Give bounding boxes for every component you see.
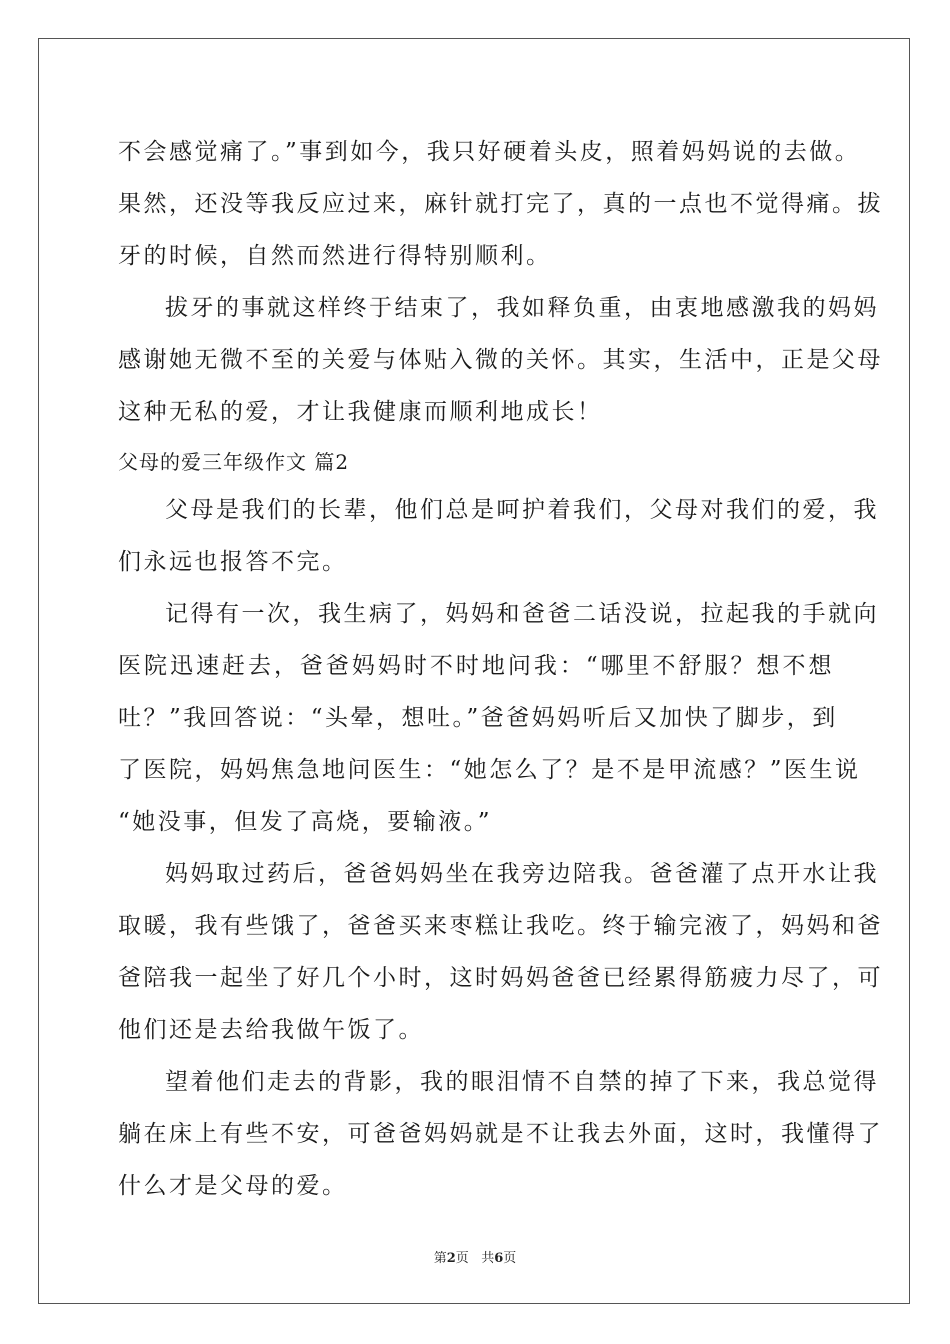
paragraph-line: 不会感觉痛了。”事到如今，我只好硬着头皮，照着妈妈说的去做。 [118, 139, 861, 165]
paragraph-line: 果然，还没等我反应过来，麻针就打完了，真的一点也不觉得痛。拔 [118, 191, 883, 217]
current-page-number: 2 [446, 1251, 456, 1266]
page-number-prefix: 第 [433, 1251, 447, 1266]
total-pages-prefix: 共 [481, 1251, 495, 1266]
document-body [118, 126, 883, 1212]
paragraph-line: 牙的时候，自然而然进行得特别顺利。 [118, 243, 552, 269]
paragraph-line: 躺在床上有些不安，可爸爸妈妈就是不让我去外面，这时，我懂得了 [118, 1121, 883, 1147]
paragraph-first-line: 父母是我们的长辈，他们总是呵护着我们，父母对我们的爱，我 [165, 497, 879, 523]
paragraph-line: 什么才是父母的爱。 [118, 1173, 348, 1199]
paragraph-line: 医院迅速赶去，爸爸妈妈时不时地问我：“哪里不舒服？想不想 [118, 653, 834, 679]
paragraph-first-line: 记得有一次，我生病了，妈妈和爸爸二话没说，拉起我的手就向 [165, 601, 879, 627]
section-heading: 父母的爱三年级作文 篇2 [118, 450, 350, 474]
paragraph-line: 他们还是去给我做午饭了。 [118, 1017, 424, 1043]
page-footer [0, 1247, 950, 1266]
total-page-count: 6 [494, 1251, 504, 1266]
paragraph-line: 爸陪我一起坐了好几个小时，这时妈妈爸爸已经累得筋疲力尽了，可 [118, 965, 883, 991]
paragraph-first-line: 望着他们走去的背影，我的眼泪情不自禁的掉了下来，我总觉得 [165, 1069, 879, 1095]
paragraph-line: 取暖，我有些饿了，爸爸买来枣糕让我吃。终于输完液了，妈妈和爸 [118, 913, 883, 939]
paragraph-line: 吐？”我回答说：“头晕，想吐。”爸爸妈妈听后又加快了脚步，到 [118, 705, 838, 731]
paragraph-line: 感谢她无微不至的关爱与体贴入微的关怀。其实，生活中，正是父母 [118, 347, 883, 373]
paragraph-line: 这种无私的爱，才让我健康而顺利地成长！ [118, 399, 603, 425]
total-pages-suffix: 页 [503, 1251, 517, 1266]
paragraph-first-line: 拔牙的事就这样终于结束了，我如释负重，由衷地感激我的妈妈 [165, 295, 879, 321]
paragraph-line: 了医院，妈妈焦急地问医生：“她怎么了？是不是甲流感？”医生说 [118, 757, 861, 783]
paragraph-line: 们永远也报答不完。 [118, 549, 348, 575]
paragraph-line: “她没事，但发了高烧，要输液。” [118, 809, 493, 835]
page-number-suffix: 页 [455, 1251, 469, 1266]
paragraph-first-line: 妈妈取过药后，爸爸妈妈坐在我旁边陪我。爸爸灌了点开水让我 [165, 861, 879, 887]
